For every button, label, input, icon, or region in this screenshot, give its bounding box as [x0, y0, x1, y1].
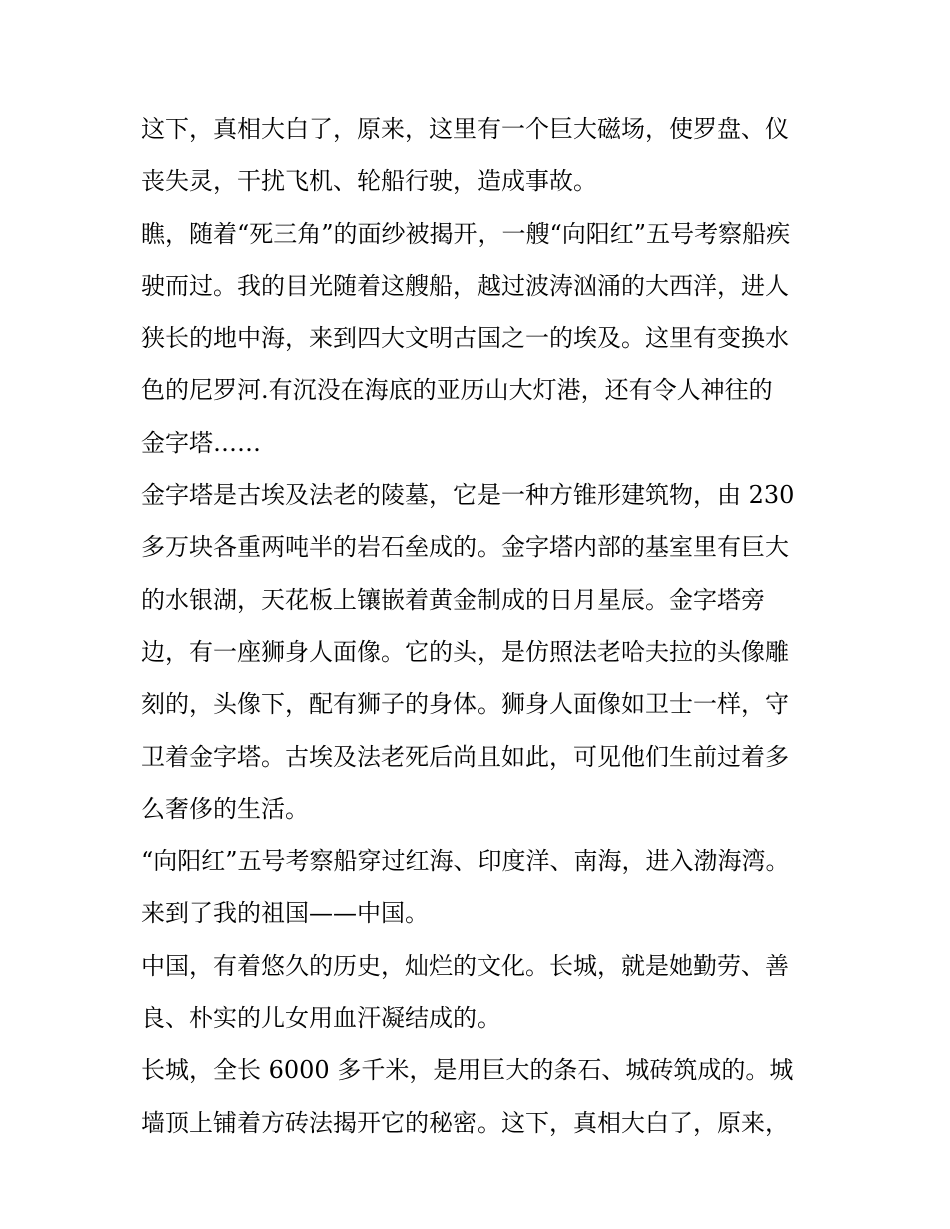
- text-line: 丧失灵，干扰飞机、轮船行驶，造成事故。: [141, 167, 597, 196]
- text-line: 来到了我的祖国——中国。: [141, 899, 429, 928]
- text-line: 这下，真相大白了，原来，这里有一个巨大磁场，使罗盘、仪: [141, 115, 789, 143]
- text-line: 瞧，随着“死三角”的面纱被揭开，一艘“向阳红”五号考察船疾: [141, 219, 791, 248]
- text-line: 多万块各重两吨半的岩石垒成的。金字塔内部的基室里有巨大: [141, 533, 789, 562]
- paragraph-china-history: [141, 940, 813, 1045]
- text-line: 墙顶上铺着方砖法揭开它的秘密。这下，真相大白了，原来，: [141, 1108, 789, 1137]
- paragraph-pyramids: [141, 469, 813, 835]
- text-line: 驶而过。我的目光随着这艘船，越过波涛汹涌的大西洋，进人: [141, 271, 789, 300]
- document-body: [141, 103, 813, 1149]
- text-line: 长城，全长 6000 多千米，是用巨大的条石、城砖筑成的。城: [141, 1056, 794, 1085]
- text-line: 边，有一座狮身人面像。它的头，是仿照法老哈夫拉的头像雕: [141, 637, 789, 666]
- text-line: 色的尼罗河.有沉没在海底的亚历山大灯港，还有令人神往的: [141, 376, 773, 405]
- text-line: 良、朴实的儿女用血汗凝结成的。: [141, 1004, 501, 1033]
- text-line: 刻的，头像下，配有狮子的身体。狮身人面像如卫士一样，守: [141, 690, 789, 719]
- text-line: 金字塔是古埃及法老的陵墓，它是一种方锥形建筑物，由 230: [141, 481, 795, 510]
- paragraph-great-wall: [141, 1044, 813, 1149]
- paragraph-ship-to-china: [141, 835, 813, 940]
- paragraph-magnetic-field: [141, 103, 813, 208]
- text-line: “向阳红”五号考察船穿过红海、印度洋、南海，进入渤海湾。: [141, 847, 790, 876]
- text-line: 的水银湖，天花板上镶嵌着黄金制成的日月星辰。金字塔旁: [141, 585, 765, 614]
- text-line: 金字塔……: [141, 428, 261, 457]
- text-line: 中国，有着悠久的历史，灿烂的文化。长城，就是她勤劳、善: [141, 951, 789, 980]
- text-line: 么奢侈的生活。: [141, 794, 309, 823]
- text-line: 卫着金字塔。古埃及法老死后尚且如此，可见他们生前过着多: [141, 742, 789, 771]
- text-line: 狭长的地中海，来到四大文明古国之一的埃及。这里有变换水: [141, 324, 789, 353]
- paragraph-ship-to-egypt: [141, 208, 813, 469]
